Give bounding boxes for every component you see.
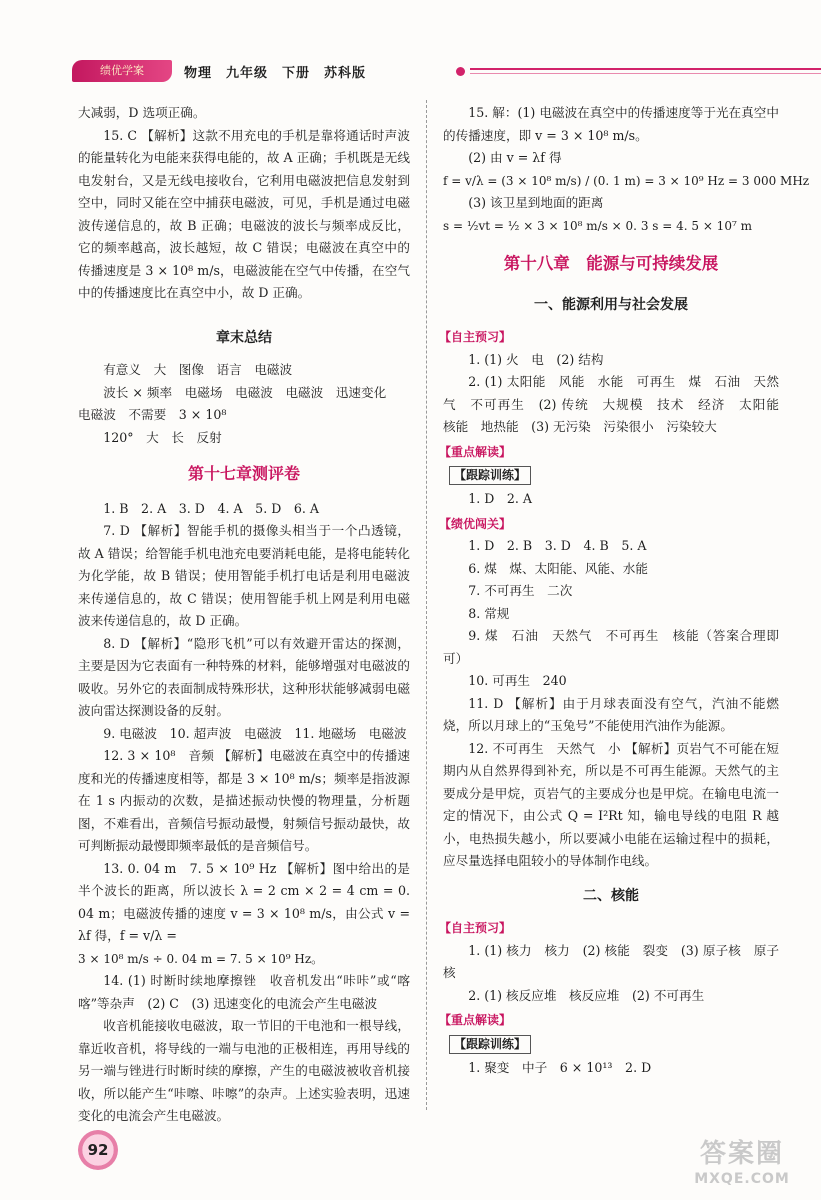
section-1-title: 一、能源利用与社会发展 <box>534 296 688 313</box>
page-number: 92 <box>78 1130 118 1170</box>
tag-excellence-challenge: 【绩优闯关】 <box>439 516 512 531</box>
answer-line: 1. D 2. A <box>468 491 533 506</box>
brand-label: 绩优学案 <box>72 60 172 82</box>
tag-key-points: 【重点解读】 <box>439 1013 512 1027</box>
chapter-18-title: 第十八章 能源与可持续发展 <box>503 254 719 273</box>
tag-self-preview: 【自主预习】 <box>439 921 512 935</box>
answer-line: 1. (1) 核力 核力 (2) 核能 裂变 (3) 原子核 原子核 <box>443 942 779 980</box>
answer-line: 8. 常规 <box>468 605 510 621</box>
page-header <box>72 58 772 84</box>
answer-15-part2: (2) 由 v = λf 得 <box>468 150 562 165</box>
answer-line: 7. 不可再生 二次 <box>468 583 573 598</box>
answer-15: 15. C 【解析】这款不用充电的手机是靠将通话时声波的能量转化为电能来获得电能的，故 A 正确；手机既是无线电发射台，又是无线电接收台，它利用电磁波把信息发射到空中，同时又能在空中捕获电磁波，可见，手机是通过电磁波传递信息的，故 B 正确；电磁波的波长与频率成反比，它的频率越高，波长越短，故 C 错误；电磁波在真空中的传播速度是 3 × 10⁸ m/s，电磁波能在空气中传播，在空气中的传播速度比在真空中小，故 D 正确。 <box>78 127 410 300</box>
answer-12: 12. 不可再生 天然气 小 【解析】页岩气不可能在短期内从自然界得到补充，所以是不可再生能源。天然气的主要成分是甲烷，页岩气的主要成分也是甲烷。在输电电流一定的情况下，由公式 Q = I²Rt 知，输电导线的电阻 R 越小，电热损失越小，所以要减小电能在运输过程中的损耗，应尽量选择电阻较小的导体制作电线。 <box>443 740 779 868</box>
column-divider <box>426 100 427 1110</box>
tag-key-points: 【重点解读】 <box>439 444 512 459</box>
section-2-title: 二、核能 <box>583 887 639 904</box>
answer-line: 2. (1) 太阳能 风能 水能 可再生 煤 石油 天然气 不可再生 (2) 传统 大规模 技术 经济 太阳能 核能 地热能 (3) 无污染 污染很小 污染较大 <box>443 374 792 434</box>
box-tracking-practice: 【跟踪训练】 <box>449 466 531 485</box>
frequency-formula: f = v/λ = (3 × 10⁸ m/s) / (0. 1 m) = 3 × 10⁹ Hz = 3 000 MHz <box>443 173 810 188</box>
answer-12: 12. 3 × 10⁸ 音频 【解析】电磁波在真空中的传播速度和光的传播速度相等，都是 3 × 10⁸ m/s；频率是指波源在 1 s 内振动的次数，是描述振动快慢的物理量，分析题图，不难看出，音频信号振动最慢，射频信号振动最快，故可判断振动最慢即频率最低的是音频信号。 <box>78 748 410 853</box>
answer-15-part1: 15. 解：(1) 电磁波在真空中的传播速度等于光在真空中的传播速度，即 v = 3 × 10⁸ m/s。 <box>443 105 779 143</box>
header-rule <box>470 68 821 70</box>
summary-title: 章末总结 <box>216 329 272 346</box>
answer-7: 7. D 【解析】智能手机的摄像头相当于一个凸透镜，故 A 错误；给智能手机电池充电要消耗电能，是将电能转化为化学能，故 B 错误；使用智能手机打电话是利用电磁波来传递信息的，故 C 错误；使用智能手机上网是利用电磁波来传递信息的，故 D 正确。 <box>78 523 410 628</box>
answer-line: 1. (1) 火 电 (2) 结构 <box>468 351 604 367</box>
answer-line: 大减弱，D 选项正确。 <box>78 105 206 120</box>
header-dot <box>456 67 465 76</box>
answer-13: 13. 0. 04 m 7. 5 × 10⁹ Hz 【解析】图中给出的是半个波长的距离，所以波长 λ = 2 cm × 2 = 4 cm = 0. 04 m；电磁波传播的速度 v = 3 × 10⁸ m/s，由公式 v = λf 得，f = v/λ = <box>78 860 410 943</box>
chapter-17-test-title: 第十七章测评卷 <box>187 464 300 483</box>
left-column <box>78 102 410 1128</box>
watermark <box>672 1138 812 1198</box>
watermark-url: MXQE.COM <box>694 1171 790 1187</box>
answer-13-formula: 3 × 10⁸ m/s ÷ 0. 04 m = 7. 5 × 10⁹ Hz。 <box>78 951 324 966</box>
summary-line: 电磁波 不需要 3 × 10⁸ <box>78 407 227 422</box>
answer-line: 1. D 2. B 3. D 4. B 5. A <box>468 538 647 553</box>
answer-line: 9. 煤 石油 天然气 不可再生 核能（答案合理即可） <box>443 628 779 666</box>
answer-line: 10. 可再生 240 <box>468 673 567 688</box>
answer-line: 6. 煤 煤、太阳能、风能、水能 <box>468 560 648 576</box>
answer-line: 1. 聚变 中子 6 × 10¹³ 2. D <box>468 1059 652 1075</box>
summary-line: 波长 × 频率 电磁场 电磁波 电磁波 迅速变化 <box>103 384 387 400</box>
header-rule-thin <box>470 73 821 74</box>
answer-8: 8. D 【解析】“隐形飞机”可以有效避开雷达的探测，主要是因为它表面有一种特殊的材料，能够增强对电磁波的吸收。另外它的表面制成特殊形状，这种形状能够减弱电磁波向雷达探测设备的反射。 <box>78 635 410 718</box>
distance-formula: s = ½vt = ½ × 3 × 10⁸ m/s × 0. 3 s = 4. 5 × 10⁷ m <box>443 218 752 233</box>
summary-line: 有意义 大 图像 语言 电磁波 <box>103 362 293 377</box>
answer-9-11: 9. 电磁波 10. 超声波 电磁波 11. 地磁场 电磁波 <box>103 725 407 741</box>
answer-15-part3: (3) 该卫星到地面的距离 <box>468 195 604 210</box>
answer-14: 14. (1) 时断时续地摩擦锉 收音机发出“咔咔”或“喀喀”等杂声 (2) C (3) 迅速变化的电流会产生电磁波 <box>78 973 410 1011</box>
right-column <box>439 102 810 1079</box>
watermark-text: 答案圈 <box>699 1139 784 1169</box>
answer-14-explanation: 收音机能接收电磁波，取一节旧的干电池和一根导线，靠近收音机，将导线的一端与电池的正极相连，再用导线的另一端与锉进行时断时续的摩擦，产生的电磁波被收音机接收，所以能产生“咔嚓、咔嚓”的杂声。上述实验表明，迅速变化的电流会产生电磁波。 <box>78 1018 410 1123</box>
answer-1-6: 1. B 2. A 3. D 4. A 5. D 6. A <box>103 500 320 516</box>
answer-line: 2. (1) 核反应堆 核反应堆 (2) 不可再生 <box>468 987 705 1003</box>
box-tracking-practice: 【跟踪训练】 <box>449 1035 531 1054</box>
tag-self-preview: 【自主预习】 <box>439 330 512 344</box>
answer-11: 11. D 【解析】由于月球表面没有空气，汽油不能燃烧，所以月球上的“玉兔号”不能使用汽油作为能源。 <box>443 695 779 733</box>
summary-line: 120° 大 长 反射 <box>103 429 222 445</box>
subject-label: 物理 九年级 下册 苏科版 <box>184 66 367 81</box>
